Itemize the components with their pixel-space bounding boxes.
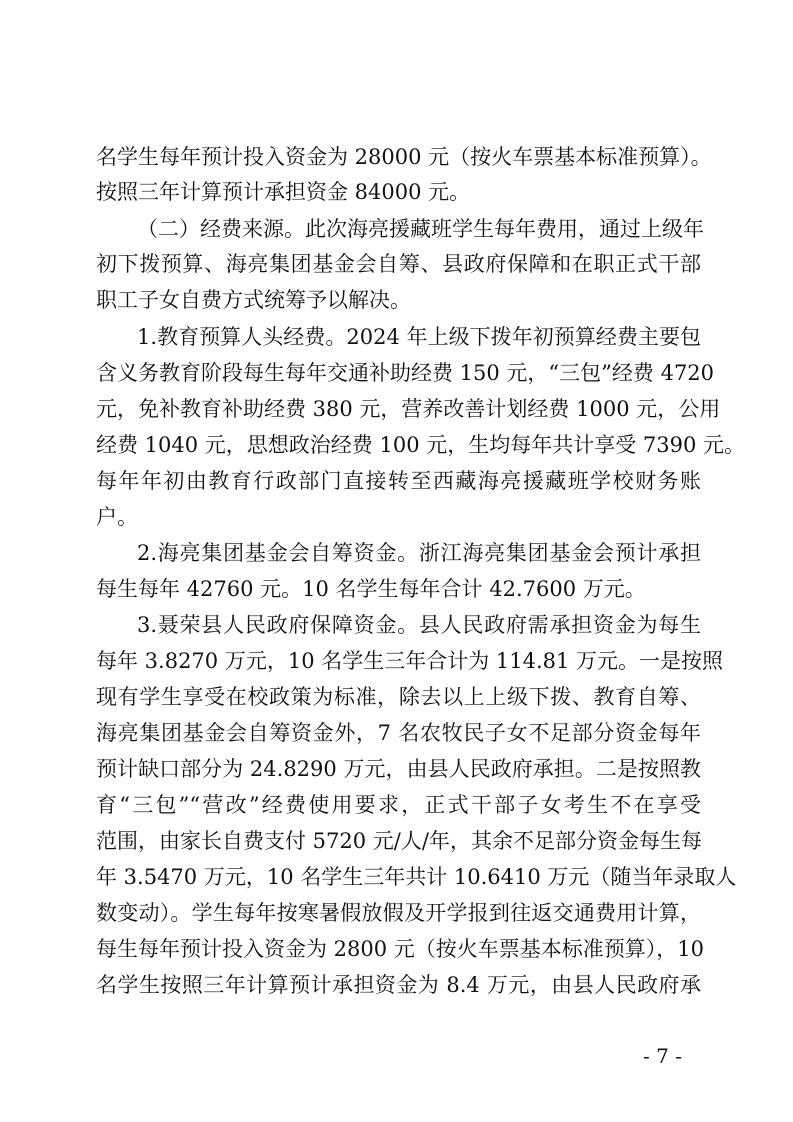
body-text-line: 现有学生享受在校政策为标准，除去以上上级下拨、教育自筹、 <box>96 685 701 709</box>
body-text-line: 范围，由家长自费支付 5720 元/人/年，其余不足部分资金每生每 <box>96 829 702 853</box>
body-text-line: 3.聂荣县人民政府保障资金。县人民政府需承担资金为每生 <box>137 613 701 637</box>
body-text-line: 每生每年 42760 元。10 名学生每年合计 42.7600 万元。 <box>96 577 646 601</box>
body-text-line: 初下拨预算、海亮集团基金会自筹、县政府保障和在职正式干部 <box>96 252 701 276</box>
body-text-line: 元，免补教育补助经费 380 元，营养改善计划经费 1000 元，公用 <box>96 397 721 421</box>
body-text-line: （二）经费来源。此次海亮援藏班学生每年费用，通过上级年 <box>137 217 704 241</box>
body-text-line: 名学生按照三年计算预计承担资金为 8.4 万元，由县人民政府承 <box>96 973 701 997</box>
body-text-line: 名学生每年预计投入资金为 28000 元（按火车票基本标准预算）。 <box>96 145 712 169</box>
body-text-line: 户。 <box>96 505 138 529</box>
body-text-line: 预计缺口部分为 24.8290 万元，由县人民政府承担。二是按照教 <box>96 757 701 781</box>
body-text-line: 每生每年预计投入资金为 2800 元（按火车票基本标准预算），10 <box>96 937 705 961</box>
body-text-line: 每年 3.8270 万元，10 名学生三年合计为 114.81 万元。一是按照 <box>96 649 724 673</box>
body-text-line: 按照三年计算预计承担资金 84000 元。 <box>96 180 471 204</box>
body-text-line: 每年年初由教育行政部门直接转至西藏海亮援藏班学校财务账 <box>96 469 701 493</box>
body-text-line: 2.海亮集团基金会自筹资金。浙江海亮集团基金会预计承担 <box>137 541 701 565</box>
body-text-line: 数变动）。学生每年按寒暑假放假及开学报到往返交通费用计算， <box>96 901 701 925</box>
body-text-line: 含义务教育阶段每生每年交通补助经费 150 元，“三包”经费 4720 <box>96 361 715 385</box>
body-text-line: 1.教育预算人头经费。2024 年上级下拨年初预算经费主要包 <box>137 325 701 349</box>
body-text-line: 海亮集团基金会自筹资金外，7 名农牧民子女不足部分资金每年 <box>96 721 701 745</box>
body-text-line: 育“三包”“营改”经费使用要求，正式干部子女考生不在享受 <box>96 793 701 817</box>
body-text-line: 年 3.5470 万元，10 名学生三年共计 10.6410 万元（随当年录取人 <box>96 865 737 889</box>
body-text-line: 经费 1040 元，思想政治经费 100 元，生均每年共计享受 7390 元。 <box>96 433 746 457</box>
page-number: - 7 - <box>643 1044 682 1068</box>
body-text-line: 职工子女自费方式统筹予以解决。 <box>96 288 411 312</box>
